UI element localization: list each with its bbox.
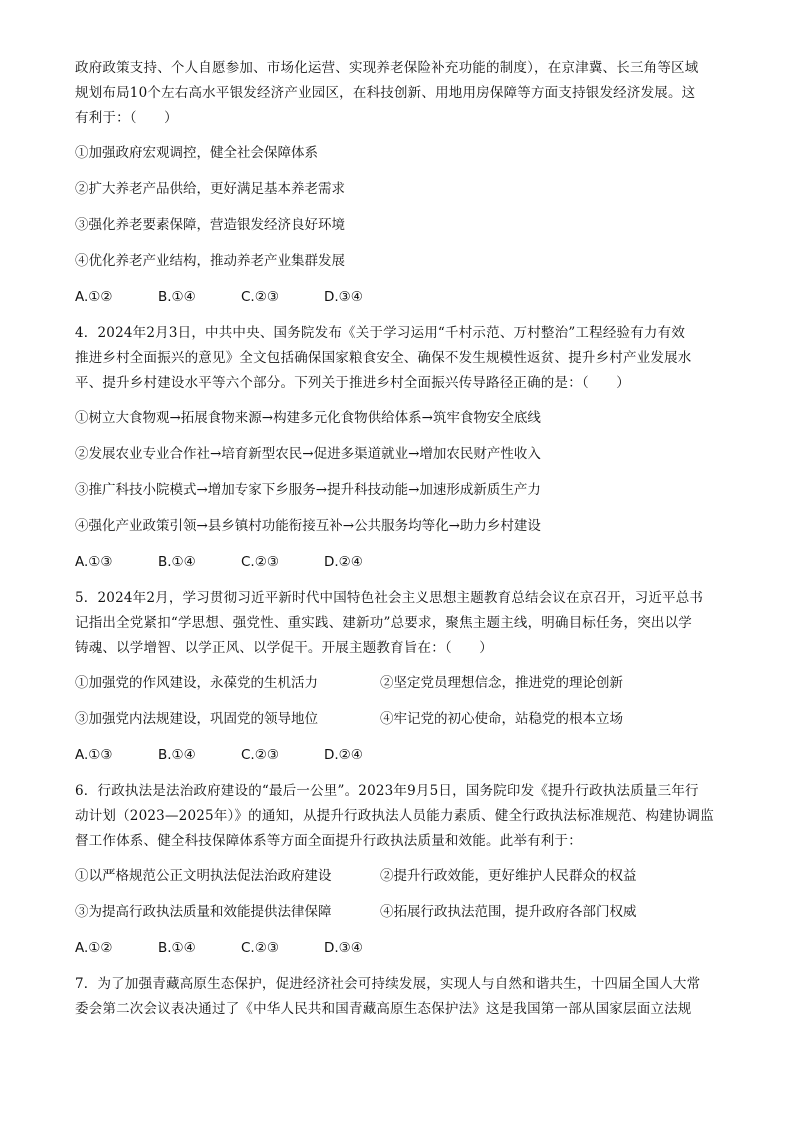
question-3-option: ①加强政府宏观调控，健全社会保障体系	[75, 145, 318, 161]
question-6-option-row	[75, 902, 725, 922]
question-4-option: ②发展农业专业合作社→培育新型农民→促进多渠道就业→增加农民财产性收入	[75, 446, 541, 462]
choice-d: D.③④	[324, 940, 363, 956]
question-5-stem-line: 5．2024年2月，学习贯彻习近平新时代中国特色社会主义思想主题教育总结会议在京召开，习近平总书	[75, 590, 704, 606]
question-7	[75, 972, 725, 1022]
choice-d: D.②④	[324, 747, 363, 763]
question-3-stem-line: 政府政策支持、个人自愿参加、市场化运营、实现养老保险补充功能的制度），在京津冀、长三角等区域	[75, 60, 699, 76]
question-6-option: ①以严格规范公正文明执法促法治政府建设	[75, 868, 332, 884]
question-6-option-row	[75, 866, 725, 886]
choice-b: B.①④	[158, 554, 196, 570]
question-6-option: ④拓展行政执法范围，提升政府各部门权威	[380, 904, 637, 920]
question-7-stem-line: 委会第二次会议表决通过了《中华人民共和国青藏高原生态保护法》这是我国第一部从国家层面立法规	[75, 1001, 692, 1017]
question-5-option-row	[75, 709, 725, 729]
choice-a: A.①③	[75, 747, 113, 763]
question-6-stem-line: 动计划（2023—2025年）》的通知，从提升行政执法人员能力素质、健全行政执法标准规范、构建协调监	[75, 808, 714, 824]
question-6-choices	[75, 938, 725, 958]
question-3-stem-line: 有利于：（ ）	[75, 110, 178, 126]
question-4-option: ③推广科技小院模式→增加专家下乡服务→提升科技动能→加速形成新质生产力	[75, 482, 541, 498]
choice-b: B.①④	[158, 747, 196, 763]
question-4-option: ④强化产业政策引领→县乡镇村功能衔接互补→公共服务均等化→助力乡村建设	[75, 518, 541, 534]
question-6-stem-line: 督工作体系、健全科技保障体系等方面全面提升行政执法质量和效能。此举有利于：	[75, 833, 582, 849]
question-3	[75, 56, 725, 307]
choice-a: A.①②	[75, 940, 113, 956]
choice-b: B.①④	[158, 940, 196, 956]
question-4-stem-line: 4．2024年2月3日，中共中央、国务院发布《关于学习运用“千村示范、万村整治”工程经验有力有效	[75, 325, 686, 341]
choice-c: C.②③	[241, 940, 279, 956]
question-5-option: ②坚定党员理想信念，推进党的理论创新	[380, 675, 623, 691]
question-5-option: ①加强党的作风建设，永葆党的生机活力	[75, 675, 318, 691]
question-6	[75, 779, 725, 958]
question-6-stem-line: 6．行政执法是法治政府建设的“最后一公里”。2023年9月5日，国务院印发《提升行政执法质量三年行	[75, 783, 699, 799]
choice-c: C.②③	[241, 747, 279, 763]
choice-a: A.①③	[75, 554, 113, 570]
question-4	[75, 321, 725, 572]
question-4-stem-line: 平、提升乡村建设水平等六个部分。下列关于推进乡村全面振兴传导路径正确的是：（ ）	[75, 375, 630, 391]
question-4-option: ①树立大食物观→拓展食物来源→构建多元化食物供给体系→筑牢食物安全底线	[75, 410, 541, 426]
choice-c: C.②③	[241, 554, 279, 570]
question-3-choices	[75, 287, 725, 307]
question-5	[75, 586, 725, 765]
question-3-option: ②扩大养老产品供给，更好满足基本养老需求	[75, 181, 345, 197]
question-5-choices	[75, 745, 725, 765]
question-4-stem-line: 推进乡村全面振兴的意见》全文包括确保国家粮食安全、确保不发生规模性返贫、提升乡村产业发展水	[75, 350, 692, 366]
question-5-option: ③加强党内法规建设，巩固党的领导地位	[75, 711, 318, 727]
question-5-stem-line: 记指出全党紧扣“学思想、强党性、重实践、建新功”总要求，聚焦主题主线，明确目标任务，突出以学	[75, 615, 693, 631]
question-3-option: ④优化养老产业结构，推动养老产业集群发展	[75, 253, 345, 269]
question-5-option-row	[75, 673, 725, 693]
question-7-stem-line: 7．为了加强青藏高原生态保护，促进经济社会可持续发展，实现人与自然和谐共生，十四届全国人大常	[75, 976, 701, 992]
choice-b: B.①④	[158, 289, 196, 305]
choice-a: A.①②	[75, 289, 113, 305]
exam-page	[75, 56, 725, 1022]
question-5-stem-line: 铸魂、以学增智、以学正风、以学促干。开展主题教育旨在：（ ）	[75, 640, 493, 656]
question-6-option: ③为提高行政执法质量和效能提供法律保障	[75, 904, 332, 920]
choice-d: D.③④	[324, 289, 363, 305]
question-6-option: ②提升行政效能，更好维护人民群众的权益	[380, 868, 637, 884]
question-3-stem-line: 规划布局10个左右高水平银发经济产业园区，在科技创新、用地用房保障等方面支持银发经济发展。这	[75, 85, 696, 101]
choice-c: C.②③	[241, 289, 279, 305]
question-4-choices	[75, 552, 725, 572]
question-3-option: ③强化养老要素保障，营造银发经济良好环境	[75, 217, 345, 233]
choice-d: D.②④	[324, 554, 363, 570]
question-5-option: ④牢记党的初心使命，站稳党的根本立场	[380, 711, 623, 727]
